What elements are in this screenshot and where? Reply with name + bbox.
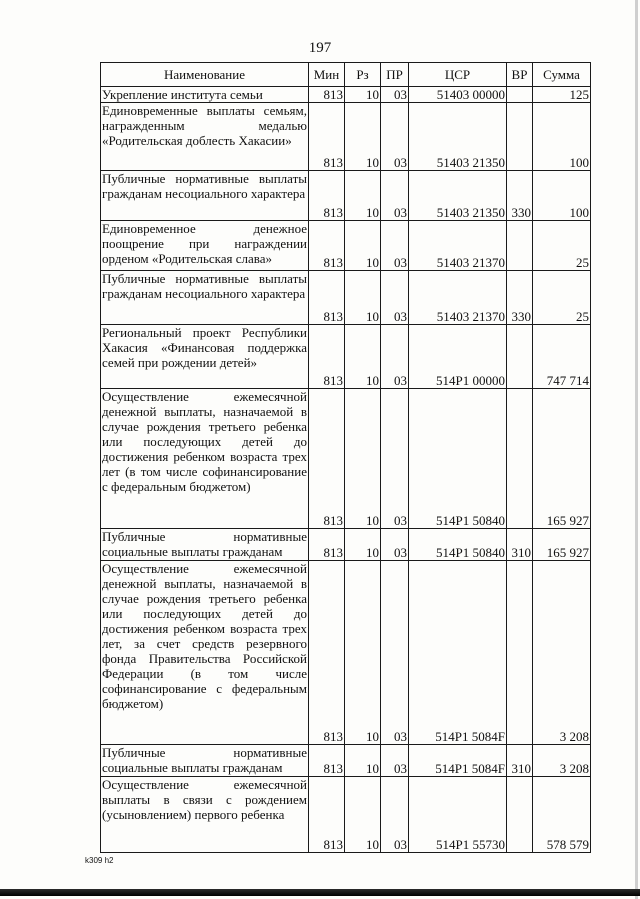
cell-rz: 10 [345, 271, 381, 325]
cell-pr: 03 [381, 271, 409, 325]
header-name: Наименование [101, 63, 309, 87]
page-number: 197 [308, 40, 332, 56]
cell-rz: 10 [345, 325, 381, 389]
cell-csr: 514P1 5084F [409, 561, 507, 745]
cell-name: Единовременные выплаты семьям, награжденным медалью «Родительская доблесть Хакасии» [101, 103, 309, 171]
cell-min: 813 [309, 171, 345, 221]
scan-bar [0, 889, 640, 896]
cell-min: 813 [309, 103, 345, 171]
cell-name: Публичные нормативные социальные выплаты гражданам [102, 745, 307, 775]
cell-pr: 03 [381, 325, 409, 389]
header-csr: ЦСР [409, 63, 507, 87]
cell-rz: 10 [345, 561, 381, 745]
table-row [101, 529, 591, 561]
cell-csr: 51403 00000 [409, 87, 507, 103]
header-vr: ВР [507, 63, 533, 87]
cell-name: Укрепление института семьи [101, 87, 309, 103]
cell-sum: 100 [533, 171, 591, 221]
cell-name: Публичные нормативные выплаты гражданам несоциального характера [101, 171, 309, 221]
table-row [101, 221, 591, 271]
table-row [101, 777, 591, 853]
cell-rz: 10 [345, 103, 381, 171]
cell-rz: 10 [345, 221, 381, 271]
cell-min: 813 [309, 745, 345, 777]
cell-pr: 03 [381, 529, 409, 561]
cell-pr: 03 [381, 389, 409, 529]
cell-rz: 10 [345, 529, 381, 561]
table-row [101, 561, 591, 745]
cell-pr: 03 [381, 103, 409, 171]
cell-name: Осуществление ежемесячной денежной выплаты, назначаемой в случае рождения третьего ребенка или последующих детей до достижения ребенком возраста трех лет (в том числе софинансирование с федеральным бюджетом) [101, 389, 309, 529]
cell-name: Единовременное денежное поощрение при награждении орденом «Родительская слава» [101, 221, 309, 271]
cell-min: 813 [309, 561, 345, 745]
cell-rz: 10 [345, 87, 381, 103]
cell-sum: 165 927 [533, 529, 591, 561]
cell-csr: 51403 21350 [409, 103, 507, 171]
cell-csr: 51403 21370 [409, 221, 507, 271]
cell-rz: 10 [345, 389, 381, 529]
cell-min: 813 [309, 529, 345, 561]
table-row [101, 171, 591, 221]
cell-vr: 310 [507, 529, 533, 561]
cell-vr [507, 777, 533, 853]
cell-pr: 03 [381, 777, 409, 853]
table-row [101, 325, 591, 389]
cell-rz: 10 [345, 171, 381, 221]
cell-csr: 51403 21370 [409, 271, 507, 325]
cell-vr: 330 [507, 171, 533, 221]
cell-sum: 578 579 [533, 777, 591, 853]
cell-name: Осуществление ежемесячной выплаты в связи с рождением (усыновлением) первого ребенка [101, 777, 309, 853]
cell-pr: 03 [381, 221, 409, 271]
cell-name: Осуществление ежемесячной денежной выплаты, назначаемой в случае рождения третьего ребенка или последующих детей до достижения ребенком возраста трех лет, за счет средств резервного фонда Правительства Российской Федерации (в том числе софинансирование с федеральным бюджетом) [101, 561, 309, 745]
cell-name: Региональный проект Республики Хакасия «Финансовая поддержка семей при рождении детей» [101, 325, 309, 389]
header-min: Мин [309, 63, 345, 87]
cell-sum: 25 [533, 221, 591, 271]
cell-sum: 100 [533, 103, 591, 171]
table-row [101, 389, 591, 529]
cell-vr: 330 [507, 271, 533, 325]
cell-rz: 10 [345, 777, 381, 853]
header-rz: Рз [345, 63, 381, 87]
cell-vr [507, 389, 533, 529]
cell-vr: 310 [507, 745, 533, 777]
cell-sum: 3 208 [533, 561, 591, 745]
cell-sum: 25 [533, 271, 591, 325]
cell-csr: 514P1 00000 [409, 325, 507, 389]
cell-sum: 747 714 [533, 325, 591, 389]
header-sum: Сумма [533, 63, 591, 87]
header-row [101, 63, 591, 87]
footer-code: k309 h2 [85, 856, 114, 865]
cell-vr [507, 561, 533, 745]
table-row [101, 271, 591, 325]
cell-pr: 03 [381, 745, 409, 777]
cell-sum: 3 208 [533, 745, 591, 777]
table-body [101, 87, 591, 853]
cell-pr: 03 [381, 171, 409, 221]
header-pr: ПР [381, 63, 409, 87]
table-row [101, 103, 591, 171]
cell-vr [507, 221, 533, 271]
cell-csr: 514P1 50840 [409, 529, 507, 561]
cell-vr [507, 325, 533, 389]
cell-min: 813 [309, 221, 345, 271]
scan-edge [635, 0, 638, 899]
cell-min: 813 [309, 87, 345, 103]
cell-name: Публичные нормативные социальные выплаты гражданам [102, 529, 307, 559]
cell-csr: 514P1 55730 [409, 777, 507, 853]
cell-rz: 10 [345, 745, 381, 777]
cell-min: 813 [309, 389, 345, 529]
cell-pr: 03 [381, 87, 409, 103]
table-header [101, 63, 591, 87]
cell-name: Публичные нормативные выплаты гражданам несоциального характера [101, 271, 309, 325]
cell-min: 813 [309, 777, 345, 853]
cell-csr: 514P1 50840 [409, 389, 507, 529]
cell-vr [507, 103, 533, 171]
cell-csr: 51403 21350 [409, 171, 507, 221]
cell-min: 813 [309, 325, 345, 389]
cell-vr [507, 87, 533, 103]
table-row [101, 87, 591, 103]
cell-min: 813 [309, 271, 345, 325]
table-row [101, 745, 591, 777]
cell-sum: 125 [533, 87, 591, 103]
cell-csr: 514P1 5084F [409, 745, 507, 777]
budget-table [100, 62, 591, 853]
cell-pr: 03 [381, 561, 409, 745]
cell-sum: 165 927 [533, 389, 591, 529]
